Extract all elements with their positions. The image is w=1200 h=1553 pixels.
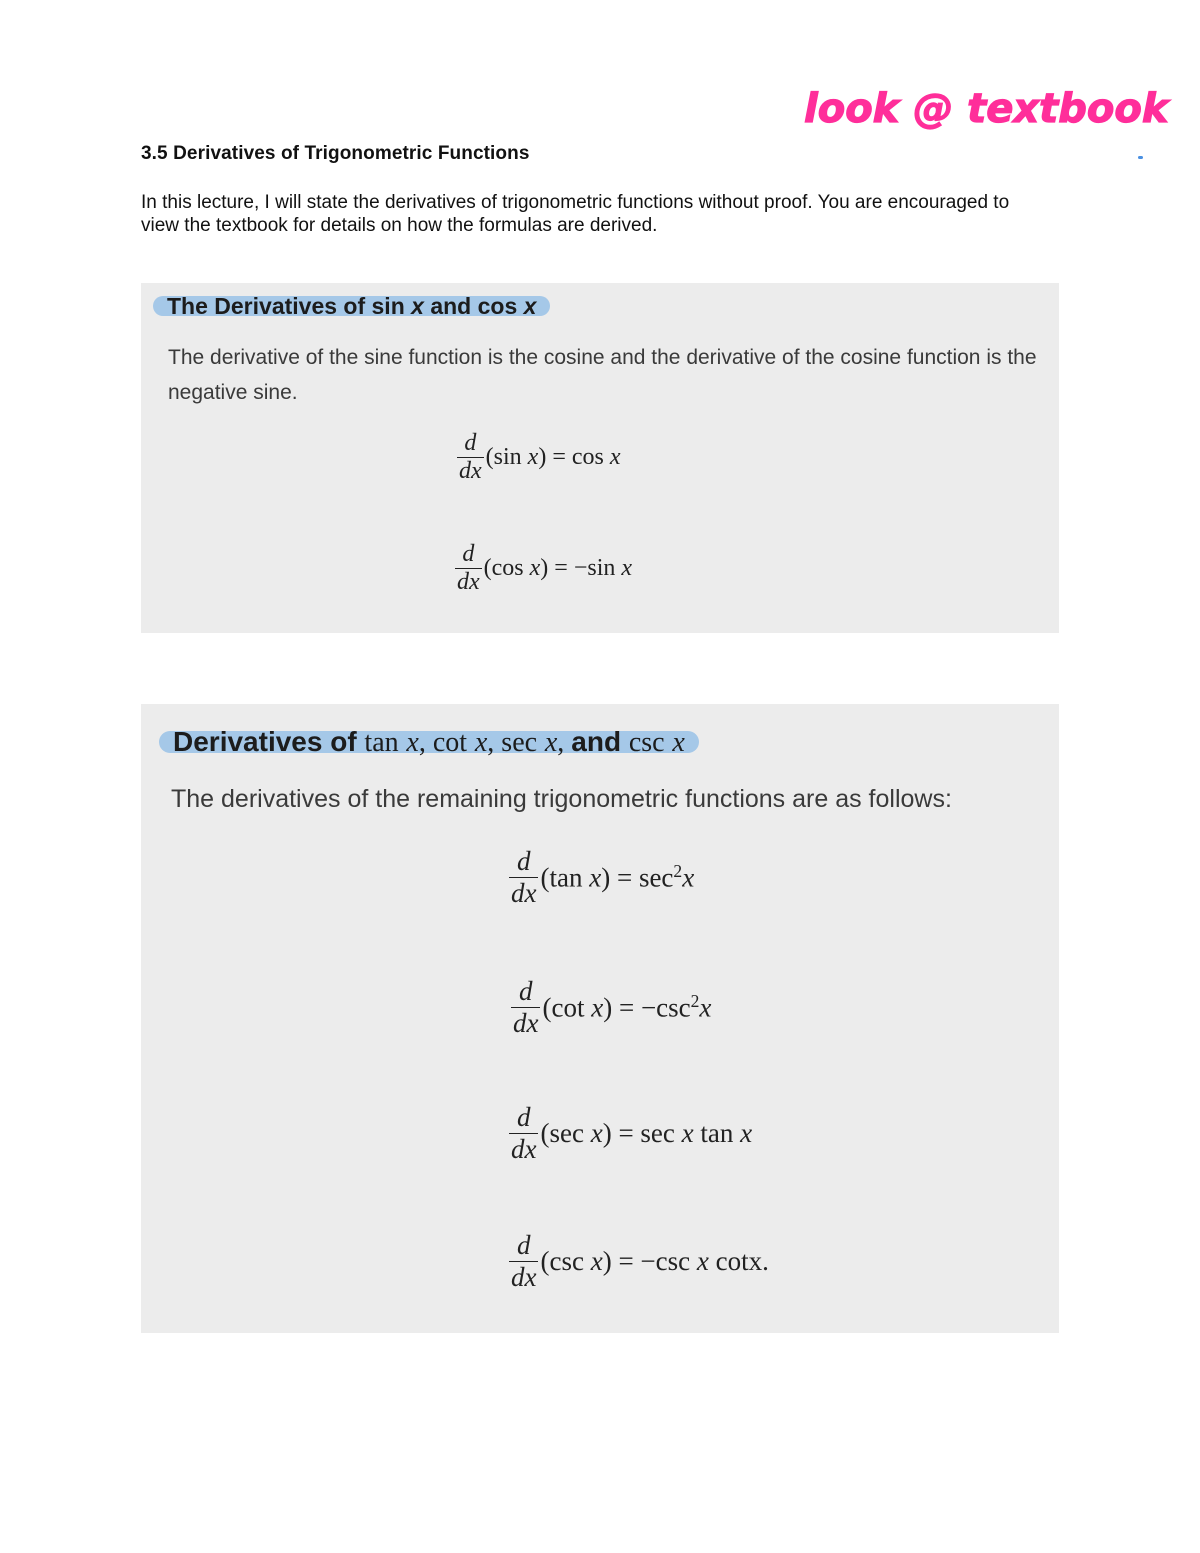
fraction-denominator: dx [511,878,537,908]
equals: = [610,862,639,893]
fraction-numerator: d [516,1230,531,1260]
annotation-text: look @ textbook [804,86,1169,132]
comma: , [557,727,572,758]
rhs: −sin [573,555,622,581]
equals: = [612,992,641,1023]
derivative-operator [509,1102,538,1165]
var: x [544,727,558,758]
fraction-denominator: dx [457,569,480,595]
fraction-numerator: d [518,976,533,1006]
fraction-denominator: dx [459,458,482,484]
var: x [589,862,602,893]
rhs-var: x [681,1118,694,1148]
exponent: 2 [673,861,683,882]
equals: = [611,1118,641,1148]
rhs: −csc [640,992,691,1023]
rhs-tail: tan [693,1118,741,1148]
formula-csc [509,1230,769,1293]
rhs-var: x [621,555,633,581]
fn-cot: cot [432,727,468,758]
derivative-operator [511,976,540,1039]
derivative-operator [509,1230,538,1293]
rhs-var: x [609,444,621,470]
fraction-numerator: d [464,430,477,456]
rhs: sec [638,862,674,893]
and-word: and [571,726,629,757]
box1-description: The derivative of the sine function is the cosine and the derivative of the cosine function is the negative sine. [168,346,1037,404]
intro-paragraph: In this lecture, I will state the derivatives of trigonometric functions without proof. You are encouraged to view the textbook for details on how the formulas are derived. [141,192,1010,236]
lhs: (cos [483,555,524,581]
rhs-var-2: x [740,1118,753,1148]
box2-heading-prefix: Derivatives of [173,726,365,757]
formula-tan [509,846,694,909]
sin-cos-derivatives-box [141,283,1059,633]
var: x [474,727,488,758]
lhs: (sec [540,1118,584,1148]
derivative-operator [455,541,482,596]
lhs-close: ) [538,444,547,470]
rhs-var-2: x [748,1246,763,1276]
rhs-tail: cot [708,1246,749,1276]
formula-expression [542,991,711,1024]
handwritten-annotation [800,80,1169,140]
rhs: cos [571,444,610,470]
lhs-close: ) [602,1246,612,1276]
formula-sin [457,430,621,485]
comma: , [487,727,502,758]
rhs-var: x [699,992,712,1023]
var: x [527,444,539,470]
lhs: (sin [485,444,522,470]
equals: = [611,1246,641,1276]
box1-heading [153,293,550,319]
fraction-numerator: d [516,846,531,876]
formula-cos [455,541,632,596]
box1-heading-var-1: x [411,293,424,319]
fn-tan: tan [364,727,399,758]
fraction-numerator: d [462,541,475,567]
equals: = [548,555,574,581]
formula-expression [540,1246,768,1277]
fraction-denominator: dx [513,1008,539,1038]
formula-expression [540,1118,752,1149]
formula-expression [540,861,694,894]
page-title: 3.5 Derivatives of Trigonometric Functions [141,143,530,164]
formula-expression [484,555,632,582]
handwritten-annotation-drawing [800,80,1169,140]
formula-expression [486,444,621,471]
box1-heading-prefix: The Derivatives of sin [167,293,412,319]
final-period: . [762,1246,769,1276]
lhs: (tan [540,862,583,893]
var: x [590,1118,603,1148]
fraction-numerator: d [516,1102,531,1132]
derivative-operator [509,846,538,909]
other-trig-derivatives-box [141,704,1059,1333]
lhs-close: ) [540,555,549,581]
lhs: (cot [542,992,585,1023]
fraction-denominator: dx [511,1134,537,1164]
box2-description: The derivatives of the remaining trigonometric functions are as follows: [171,785,952,813]
box2-heading [159,726,699,758]
equals: = [546,444,572,470]
rhs-var: x [682,862,695,893]
rhs: sec [640,1118,682,1148]
var: x [590,1246,603,1276]
lhs: (csc [540,1246,584,1276]
rhs: −csc [640,1246,697,1276]
box1-heading-mid: and cos [423,293,524,319]
formula-sec [509,1102,752,1165]
var: x [529,555,541,581]
comma: , [418,727,433,758]
lhs-close: ) [603,992,613,1023]
box1-heading-var-2: x [523,293,537,319]
fn-sec: sec [501,727,538,758]
fn-csc: csc [628,727,665,758]
derivative-operator [457,430,484,485]
lhs-close: ) [601,862,611,893]
annotation-dot [1138,156,1143,159]
lhs-close: ) [602,1118,612,1148]
var: x [672,727,685,758]
var: x [591,992,604,1023]
rhs-var: x [696,1246,709,1276]
formula-cot [511,976,711,1039]
fraction-denominator: dx [511,1262,537,1292]
exponent: 2 [690,991,700,1012]
var: x [406,727,419,758]
